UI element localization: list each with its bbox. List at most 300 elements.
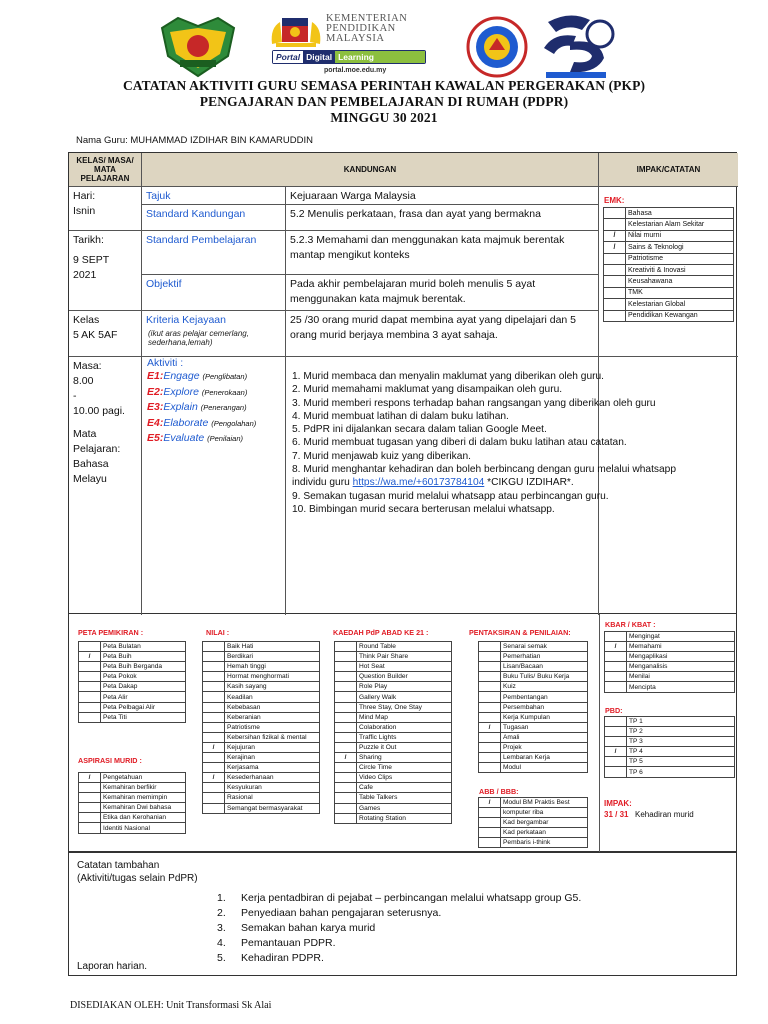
note-number: 1. <box>217 892 226 904</box>
checklist-row <box>335 732 452 742</box>
checklist-row <box>605 682 735 692</box>
check-mark-cell[interactable] <box>479 672 501 682</box>
e-code: E3: <box>147 401 164 413</box>
check-mark-cell[interactable] <box>335 692 357 702</box>
check-mark-cell[interactable] <box>335 803 357 813</box>
checklist-row <box>479 712 588 722</box>
aspirasi-table <box>78 772 186 834</box>
check-mark-cell[interactable] <box>79 823 101 833</box>
check-mark-cell[interactable]: / <box>479 798 501 808</box>
checklist-row <box>79 692 186 702</box>
checklist-row <box>335 672 452 682</box>
check-mark-cell[interactable] <box>479 763 501 773</box>
check-mark-cell[interactable] <box>203 712 225 722</box>
checklist-label: Kesyukuran <box>225 783 320 793</box>
checklist-label: TMK <box>626 287 734 298</box>
check-mark-cell[interactable] <box>335 763 357 773</box>
checklist-row <box>479 828 588 838</box>
footer-prepared-by: DISEDIAKAN OLEH: Unit Transformasi Sk Alai <box>70 1000 272 1011</box>
check-mark-cell[interactable] <box>79 803 101 813</box>
check-mark-cell[interactable]: / <box>479 722 501 732</box>
check-mark-cell[interactable] <box>203 783 225 793</box>
impak-label: Kehadiran murid <box>635 810 694 819</box>
check-mark-cell[interactable] <box>79 682 101 692</box>
checklist-row <box>479 722 588 732</box>
checklist-row <box>79 642 186 652</box>
checklist-row <box>604 219 734 230</box>
checklist-label: komputer riba <box>501 808 588 818</box>
checklist-label: TP 1 <box>627 717 735 727</box>
checklist-row <box>79 712 186 722</box>
e-note: (Penglibatan) <box>202 372 248 381</box>
note-text: Semakan bahan karya murid <box>241 922 376 934</box>
checklist-row <box>335 652 452 662</box>
checklist-row <box>605 717 735 727</box>
checklist-label: Berdikari <box>225 652 320 662</box>
checklist-row <box>335 712 452 722</box>
checklist-label: Kemahiran memimpin <box>101 793 186 803</box>
checklist-row <box>605 672 735 682</box>
check-mark-cell[interactable] <box>335 742 357 752</box>
e-note: (Pengolahan) <box>211 418 257 428</box>
sk-label: Standard Kandungan <box>142 205 286 231</box>
check-mark-cell[interactable] <box>203 763 225 773</box>
tajuk-label: Tajuk <box>142 187 286 205</box>
hari-label: Hari: <box>73 190 96 202</box>
checklist-label: Modul <box>501 763 588 773</box>
checklist-row <box>479 692 588 702</box>
e-word: Explain <box>163 401 198 413</box>
note-text: Pemantauan PDPR. <box>241 937 336 949</box>
checklist-label: Role Play <box>357 682 452 692</box>
check-mark-cell[interactable]: / <box>203 773 225 783</box>
checklist-label: Modul BM Praktis Best <box>501 798 588 808</box>
e-word: Explore <box>163 385 199 398</box>
header-kandungan: KANDUNGAN <box>142 153 599 187</box>
check-mark-cell[interactable]: / <box>79 773 101 783</box>
peta-table <box>78 641 186 723</box>
activity-8-suffix: *CIKGU IZDIHAR*. <box>484 477 574 489</box>
kpm-logo <box>268 14 438 74</box>
check-mark-cell[interactable] <box>479 652 501 662</box>
checklist-label: TP 5 <box>627 757 735 767</box>
checklist-row <box>604 230 734 241</box>
checklist-label: Senarai semak <box>501 642 588 652</box>
check-mark-cell[interactable] <box>203 652 225 662</box>
checklist-row <box>605 632 735 642</box>
checklist-row <box>203 803 320 813</box>
checklist-row <box>203 732 320 742</box>
checklist-row <box>479 742 588 752</box>
portal-word: Portal <box>273 51 303 63</box>
mata-pelajaran-value: Bahasa Melayu <box>73 458 109 485</box>
e-code: E5: <box>147 432 164 444</box>
checklist-label: Mind Map <box>357 712 452 722</box>
checklist-row <box>335 662 452 672</box>
checklist-row <box>605 652 735 662</box>
checklist-label: Patriotisme <box>626 253 734 264</box>
checklist-label: Kemahiran berfikir <box>101 783 186 793</box>
objektif-value: Pada akhir pembelajaran murid boleh menulis 5 ayat menggunakan kata majmuk berentak. <box>286 275 599 311</box>
check-mark-cell[interactable] <box>604 310 626 321</box>
activity-item: 8. Murid menghantar kehadiran dan boleh berbincang dengan guru melalui whatsapp <box>292 464 676 476</box>
checklist-row <box>203 642 320 652</box>
checklist-row <box>79 702 186 712</box>
check-mark-cell[interactable] <box>479 712 501 722</box>
checklist-label: Colaboration <box>357 722 452 732</box>
sp-label: Standard Pembelajaran <box>142 231 286 275</box>
checklist-row <box>79 652 186 662</box>
checklist-label: Peta Bulatan <box>101 642 186 652</box>
check-mark-cell[interactable] <box>203 803 225 813</box>
checklist-row <box>335 813 452 823</box>
e-code: E4: <box>147 416 164 429</box>
divider <box>599 614 600 852</box>
pentaksiran-table <box>478 641 588 773</box>
check-mark-cell[interactable] <box>203 793 225 803</box>
kk-note: (ikut aras pelajar cemerlang, sederhana,lemah) <box>148 329 249 347</box>
check-mark-cell[interactable] <box>203 662 225 672</box>
sp-value: 5.2.3 Memahami dan menggunakan kata majmuk berentak mantap mengikut konteks <box>286 231 599 275</box>
checklist-label: Memahami <box>627 642 735 652</box>
checklist-row <box>79 783 186 793</box>
check-mark-cell[interactable] <box>335 783 357 793</box>
e-word: Elaborate <box>163 416 209 429</box>
checklist-row <box>335 642 452 652</box>
kpm-line-1: KEMENTERIAN <box>326 13 408 24</box>
checklist-row <box>479 672 588 682</box>
check-mark-cell[interactable] <box>605 682 627 692</box>
checklist-label: Keadilan <box>225 692 320 702</box>
checklist-label: Kreativiti & Inovasi <box>626 264 734 275</box>
checklist-row <box>203 753 320 763</box>
checklist-label: Kelestarian Global <box>626 299 734 310</box>
aspirasi-title: ASPIRASI MURID : <box>78 756 142 765</box>
checklist-label: Games <box>357 803 452 813</box>
checklist-row <box>203 793 320 803</box>
checklist-label: Patriotisme <box>225 722 320 732</box>
checklist-row <box>479 753 588 763</box>
notes-heading <box>77 859 198 885</box>
check-mark-cell[interactable] <box>203 753 225 763</box>
checklist-label: Mengaplikasi <box>627 652 735 662</box>
checklist-row <box>335 742 452 752</box>
check-mark-cell[interactable] <box>79 672 101 682</box>
aktiviti-cell <box>142 357 286 615</box>
check-mark-cell[interactable] <box>479 732 501 742</box>
checklist-label: Circle Time <box>357 763 452 773</box>
check-mark-cell[interactable] <box>203 672 225 682</box>
note-text: Penyediaan bahan pengajaran seterusnya. <box>241 907 442 919</box>
kaedah-title: KAEDAH PdP ABAD KE 21 : <box>333 628 429 637</box>
checklist-label: Pemerhatian <box>501 652 588 662</box>
check-mark-cell[interactable] <box>604 287 626 298</box>
check-mark-cell[interactable] <box>604 253 626 264</box>
checklist-label: Keusahawana <box>626 276 734 287</box>
check-mark-cell[interactable] <box>479 742 501 752</box>
checklist-label: Cafe <box>357 783 452 793</box>
checklist-row <box>203 692 320 702</box>
check-mark-cell[interactable] <box>79 793 101 803</box>
check-mark-cell[interactable] <box>335 702 357 712</box>
check-mark-cell[interactable] <box>335 712 357 722</box>
check-mark-cell[interactable]: / <box>79 652 101 662</box>
check-mark-cell[interactable]: / <box>203 742 225 752</box>
check-mark-cell[interactable] <box>605 717 627 727</box>
checklist-row <box>203 702 320 712</box>
activity-item: 9. Semakan tugasan murid melalui whatsapp atau perbincangan guru. <box>292 490 609 502</box>
check-mark-cell[interactable] <box>479 753 501 763</box>
kk-label-cell <box>142 311 286 357</box>
note-text: Kehadiran PDPR. <box>241 952 324 964</box>
note-number: 5. <box>217 952 226 964</box>
activity-item: 2. Murid memahami maklumat yang disampaikan oleh guru. <box>292 384 563 396</box>
check-mark-cell[interactable]: / <box>605 747 627 757</box>
title-line-3: MINGGU 30 2021 <box>330 110 438 125</box>
check-mark-cell[interactable] <box>335 722 357 732</box>
checklist-row <box>79 672 186 682</box>
checklist-row <box>604 276 734 287</box>
check-mark-cell[interactable] <box>479 702 501 712</box>
activity-item: 5. PdPR ini dijalankan secara dalam talian Google Meet. <box>292 424 547 436</box>
check-mark-cell[interactable] <box>604 276 626 287</box>
checklist-label: Traffic Lights <box>357 732 452 742</box>
checklist-label: Pendidikan Kewangan <box>626 310 734 321</box>
nilai-table <box>202 641 320 814</box>
checklist-row <box>203 652 320 662</box>
checklist-row <box>79 793 186 803</box>
checklist-row <box>604 242 734 253</box>
check-mark-cell[interactable] <box>203 692 225 702</box>
check-mark-cell[interactable] <box>479 682 501 692</box>
e-item <box>147 416 280 432</box>
impak-value: 31 / 31 <box>604 810 629 819</box>
checklist-row <box>479 818 588 828</box>
checklist-label: Identiti Nasional <box>101 823 186 833</box>
masa-cell <box>69 357 142 615</box>
checklist-row <box>479 652 588 662</box>
e-note: (Penilaian) <box>207 434 243 443</box>
checklist-label: Kebersihan fizikal & mental <box>225 732 320 742</box>
checklist-label: TP 4 <box>627 747 735 757</box>
check-mark-cell[interactable] <box>605 652 627 662</box>
check-mark-cell[interactable] <box>203 642 225 652</box>
check-mark-cell[interactable] <box>479 818 501 828</box>
notes-title: Catatan tambahan <box>77 860 160 871</box>
checklist-row <box>79 803 186 813</box>
note-number: 3. <box>217 922 226 934</box>
check-mark-cell[interactable] <box>335 732 357 742</box>
checklist-label: Mencipta <box>627 682 735 692</box>
abb-table <box>478 797 588 848</box>
checklist-row <box>604 208 734 219</box>
check-mark-cell[interactable] <box>479 808 501 818</box>
checklist-label: Peta Pelbagai Alir <box>101 702 186 712</box>
whatsapp-link[interactable]: https://wa.me/+60173784104 <box>352 477 485 489</box>
checklist-row <box>335 803 452 813</box>
check-mark-cell[interactable] <box>604 264 626 275</box>
check-mark-cell[interactable] <box>335 672 357 682</box>
check-mark-cell[interactable] <box>479 662 501 672</box>
check-mark-cell[interactable] <box>479 642 501 652</box>
checklist-label: Peta Titi <box>101 712 186 722</box>
checklist-label: Kerajinan <box>225 753 320 763</box>
check-mark-cell[interactable] <box>203 682 225 692</box>
kk-label: Kriteria Kejayaan <box>146 314 226 326</box>
e-item <box>147 400 280 416</box>
checklist-row <box>203 682 320 692</box>
checklist-row <box>79 773 186 783</box>
checklist-row <box>203 662 320 672</box>
check-mark-cell[interactable] <box>605 672 627 682</box>
check-mark-cell[interactable] <box>604 208 626 219</box>
checklist-row <box>335 783 452 793</box>
checklist-label: TP 6 <box>627 767 735 777</box>
checklist-label: TP 3 <box>627 737 735 747</box>
check-mark-cell[interactable] <box>79 783 101 793</box>
peta-title: PETA PEMIKIRAN : <box>78 628 144 637</box>
checklist-label: Amali <box>501 732 588 742</box>
checklist-row <box>79 662 186 672</box>
masa-end: 10.00 pagi. <box>73 405 125 417</box>
e-word: Evaluate <box>163 432 205 444</box>
check-mark-cell[interactable] <box>605 727 627 737</box>
check-mark-cell[interactable] <box>79 702 101 712</box>
activity-item: 4. Murid membuat latihan di dalam buku latihan. <box>292 410 509 422</box>
aktiviti-label: Aktiviti : <box>147 357 184 369</box>
checklist-label: Menganalisis <box>627 662 735 672</box>
emk-title: EMK: <box>604 196 625 205</box>
check-mark-cell[interactable] <box>605 737 627 747</box>
kelas-label: Kelas <box>73 314 100 326</box>
check-mark-cell[interactable]: / <box>604 242 626 253</box>
check-mark-cell[interactable]: / <box>604 230 626 241</box>
check-mark-cell[interactable] <box>479 828 501 838</box>
check-mark-cell[interactable] <box>79 712 101 722</box>
checklist-row <box>79 813 186 823</box>
masa-dash: - <box>73 390 77 402</box>
e-note: (Penerangan) <box>200 403 247 412</box>
nilai-title: NILAI : <box>206 628 230 637</box>
checklist-row <box>604 253 734 264</box>
checklist-row <box>605 747 735 757</box>
checklist-row <box>604 287 734 298</box>
checklist-row <box>335 753 452 763</box>
check-mark-cell[interactable] <box>605 767 627 777</box>
learning-word: Learning <box>335 51 425 63</box>
checklist-label: TP 2 <box>627 727 735 737</box>
check-mark-cell[interactable] <box>479 838 501 848</box>
check-mark-cell[interactable] <box>335 682 357 692</box>
school-crest-logo <box>158 16 238 78</box>
check-mark-cell[interactable] <box>605 632 627 642</box>
check-mark-cell[interactable] <box>79 813 101 823</box>
checklist-row <box>335 773 452 783</box>
header-impak: IMPAK/CATATAN <box>599 153 738 187</box>
checklist-label: Peta Buih <box>101 652 186 662</box>
e-code: E1: <box>147 370 164 382</box>
e-note: (Penerokaan) <box>201 387 248 397</box>
note-item <box>217 936 581 951</box>
e-code: E2: <box>147 385 164 398</box>
checklist-label: Etika dan Kerohanian <box>101 813 186 823</box>
check-mark-cell[interactable] <box>79 642 101 652</box>
checklist-row <box>79 682 186 692</box>
checklist-label: Peta Dakap <box>101 682 186 692</box>
check-mark-cell[interactable] <box>605 662 627 672</box>
checklist-row <box>335 682 452 692</box>
check-mark-cell[interactable] <box>604 219 626 230</box>
hari-value: Isnin <box>73 205 96 217</box>
checklist-row <box>335 793 452 803</box>
checklist-row <box>203 742 320 752</box>
check-mark-cell[interactable] <box>203 722 225 732</box>
check-mark-cell[interactable] <box>335 773 357 783</box>
objektif-label: Objektif <box>142 275 286 311</box>
check-mark-cell[interactable] <box>335 662 357 672</box>
checklist-label: Video Clips <box>357 773 452 783</box>
check-mark-cell[interactable] <box>335 793 357 803</box>
pbd-table <box>604 716 735 778</box>
checklist-label: Persembahan <box>501 702 588 712</box>
checklist-row <box>604 299 734 310</box>
checklist-label: Pembentangan <box>501 692 588 702</box>
checklist-label: Buku Tulis/ Buku Kerja <box>501 672 588 682</box>
activity-item: 3. Murid memberi respons terhadap bahan rangsangan yang diberikan oleh guru <box>292 397 656 409</box>
kelas-value: 5 AK 5AF <box>73 329 118 341</box>
title-line-1: CATATAN AKTIVITI GURU SEMASA PERINTAH KAWALAN PERGERAKAN (PKP) <box>122 78 646 93</box>
e-item <box>147 369 280 385</box>
checklist-row <box>335 763 452 773</box>
check-mark-cell[interactable]: / <box>605 642 627 652</box>
checklist-label: Hemah tinggi <box>225 662 320 672</box>
checklist-row <box>479 838 588 848</box>
checklist-row <box>335 702 452 712</box>
check-mark-cell[interactable] <box>335 813 357 823</box>
check-mark-cell[interactable] <box>335 642 357 652</box>
masa-label: Masa: <box>73 360 102 372</box>
notes-box <box>68 852 737 976</box>
checklist-label: Rasional <box>225 793 320 803</box>
check-mark-cell[interactable] <box>203 702 225 712</box>
check-mark-cell[interactable] <box>79 692 101 702</box>
checklist-label: Kad perkataan <box>501 828 588 838</box>
checklist-row <box>479 763 588 773</box>
hari-cell <box>69 187 142 231</box>
checklist-label: Pengetahuan <box>101 773 186 783</box>
checklist-row <box>479 808 588 818</box>
checklist-label: Kejujuran <box>225 742 320 752</box>
activity-item: 7. Murid menjawab kuiz yang diberikan. <box>292 450 471 462</box>
checklist-label: Three Stay, One Stay <box>357 702 452 712</box>
kpm-line-3: MALAYSIA <box>326 33 385 44</box>
check-mark-cell[interactable] <box>604 299 626 310</box>
check-mark-cell[interactable] <box>335 652 357 662</box>
check-mark-cell[interactable] <box>203 732 225 742</box>
abb-title: ABB / BBB: <box>479 787 519 796</box>
checklist-label: Lisan/Bacaan <box>501 662 588 672</box>
checklist-label: Kerja Kumpulan <box>501 712 588 722</box>
e-model-list <box>142 369 285 447</box>
check-mark-cell[interactable] <box>79 662 101 672</box>
pbd-title: PBD: <box>605 706 623 715</box>
mata-pelajaran-label: Mata Pelajaran: <box>73 428 121 455</box>
checklist-label: Lembaran Kerja <box>501 753 588 763</box>
check-mark-cell[interactable] <box>605 757 627 767</box>
check-mark-cell[interactable]: / <box>335 753 357 763</box>
checklist-row <box>605 642 735 652</box>
check-mark-cell[interactable] <box>479 692 501 702</box>
